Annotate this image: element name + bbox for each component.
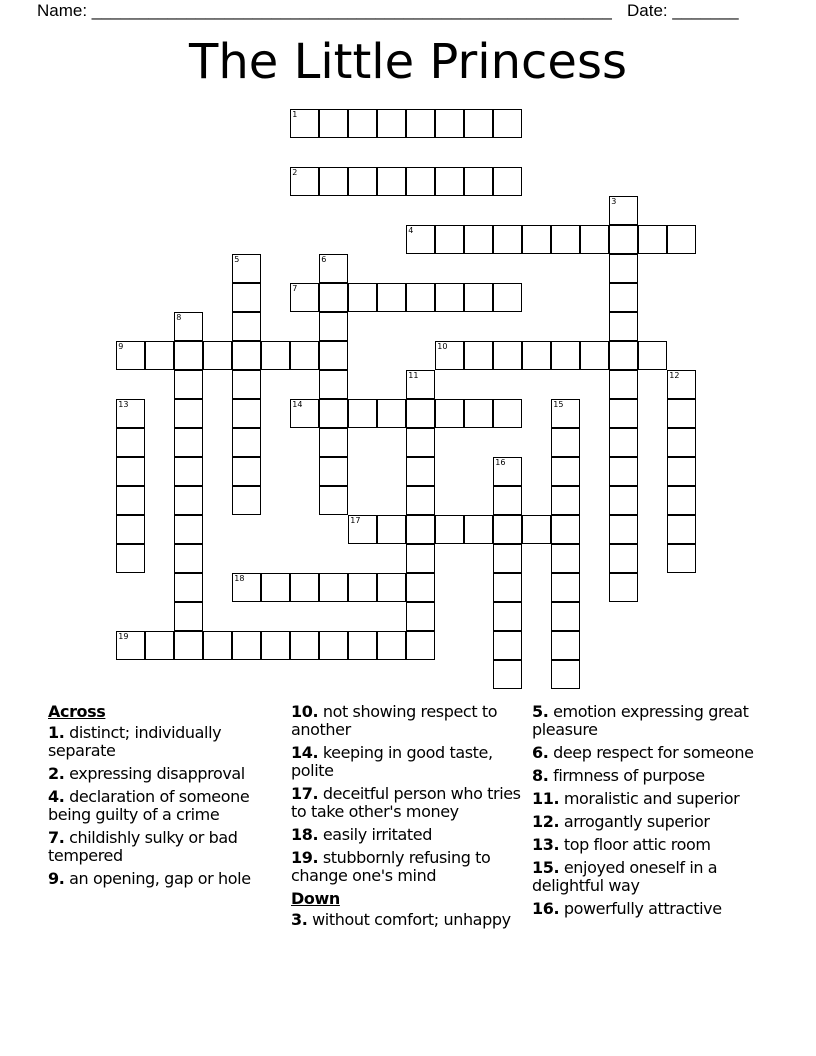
grid-cell[interactable] <box>232 457 261 486</box>
grid-cell[interactable] <box>551 341 580 370</box>
grid-cell[interactable] <box>174 573 203 602</box>
grid-cell[interactable] <box>609 428 638 457</box>
grid-cell[interactable] <box>319 341 348 370</box>
grid-cell[interactable] <box>551 602 580 631</box>
clue-number: 14. <box>291 743 319 762</box>
grid-cell[interactable] <box>116 341 145 370</box>
clue-number: 7. <box>48 828 65 847</box>
grid-cell[interactable] <box>435 515 464 544</box>
grid-cell[interactable] <box>290 167 319 196</box>
grid-cell[interactable] <box>609 283 638 312</box>
grid-cell[interactable] <box>377 631 406 660</box>
clue-number: 3. <box>291 910 308 929</box>
clue-text: distinct; individually separate <box>48 723 222 760</box>
grid-cell[interactable] <box>551 399 580 428</box>
grid-cell[interactable] <box>609 544 638 573</box>
grid-cell[interactable] <box>493 399 522 428</box>
grid-cell[interactable] <box>116 631 145 660</box>
grid-cell[interactable] <box>377 515 406 544</box>
grid-cell[interactable] <box>377 573 406 602</box>
grid-cell[interactable] <box>609 573 638 602</box>
grid-cell[interactable] <box>348 631 377 660</box>
clue-number: 10. <box>291 702 319 721</box>
clue-number: 12. <box>532 812 560 831</box>
clue-number: 11 <box>408 371 419 381</box>
grid-cell[interactable] <box>261 631 290 660</box>
grid-cell[interactable] <box>435 109 464 138</box>
grid-cell[interactable] <box>522 515 551 544</box>
grid-cell[interactable] <box>667 370 696 399</box>
grid-cell[interactable] <box>174 631 203 660</box>
clue-number: 16. <box>532 899 560 918</box>
down-clue <box>532 703 768 739</box>
grid-cell[interactable] <box>348 573 377 602</box>
grid-cell[interactable] <box>348 109 377 138</box>
grid-cell[interactable] <box>319 457 348 486</box>
grid-cell[interactable] <box>290 341 319 370</box>
grid-cell[interactable] <box>174 544 203 573</box>
grid-cell[interactable] <box>116 486 145 515</box>
across-clue <box>291 849 527 885</box>
grid-cell[interactable] <box>174 515 203 544</box>
grid-cell[interactable] <box>348 515 377 544</box>
clue-number: 14 <box>292 400 303 410</box>
grid-cell[interactable] <box>174 428 203 457</box>
grid-cell[interactable] <box>232 283 261 312</box>
clue-number: 2 <box>292 168 298 178</box>
clue-number: 10 <box>437 342 448 352</box>
clues-column-1 <box>48 703 284 893</box>
down-clue <box>532 813 768 831</box>
clue-number: 9. <box>48 869 65 888</box>
clue-number: 6 <box>321 255 327 265</box>
grid-cell[interactable] <box>232 370 261 399</box>
clue-number: 8. <box>532 766 549 785</box>
grid-cell[interactable] <box>493 283 522 312</box>
across-clue <box>48 765 284 783</box>
grid-cell[interactable] <box>493 225 522 254</box>
grid-cell[interactable] <box>145 341 174 370</box>
grid-cell[interactable] <box>290 631 319 660</box>
clue-text: arrogantly superior <box>559 812 710 831</box>
grid-cell[interactable] <box>551 515 580 544</box>
grid-cell[interactable] <box>174 341 203 370</box>
grid-cell[interactable] <box>493 660 522 689</box>
grid-cell[interactable] <box>551 486 580 515</box>
clue-text: without comfort; unhappy <box>307 910 511 929</box>
clue-number: 15. <box>532 858 560 877</box>
grid-cell[interactable] <box>203 631 232 660</box>
grid-cell[interactable] <box>406 457 435 486</box>
grid-cell[interactable] <box>638 225 667 254</box>
grid-cell[interactable] <box>348 283 377 312</box>
grid-cell[interactable] <box>174 457 203 486</box>
clues-column-3 <box>532 703 768 923</box>
grid-cell[interactable] <box>609 254 638 283</box>
date-field-label: Date: _______ <box>627 1 739 20</box>
grid-cell[interactable] <box>406 631 435 660</box>
grid-cell[interactable] <box>116 399 145 428</box>
grid-cell[interactable] <box>290 399 319 428</box>
grid-cell[interactable] <box>319 283 348 312</box>
grid-cell[interactable] <box>406 486 435 515</box>
grid-cell[interactable] <box>435 341 464 370</box>
clue-number: 1. <box>48 723 65 742</box>
grid-cell[interactable] <box>406 399 435 428</box>
grid-cell[interactable] <box>406 283 435 312</box>
grid-cell[interactable] <box>464 167 493 196</box>
grid-cell[interactable] <box>609 399 638 428</box>
grid-cell[interactable] <box>319 631 348 660</box>
clue-number: 18. <box>291 825 319 844</box>
grid-cell[interactable] <box>348 167 377 196</box>
clue-number: 19. <box>291 848 319 867</box>
grid-cell[interactable] <box>551 544 580 573</box>
name-field-label: Name: _______________________________________________________ <box>37 1 612 20</box>
grid-cell[interactable] <box>319 573 348 602</box>
grid-cell[interactable] <box>406 515 435 544</box>
grid-cell[interactable] <box>406 167 435 196</box>
clue-text: expressing disapproval <box>64 764 245 783</box>
clue-number: 15 <box>553 400 564 410</box>
grid-cell[interactable] <box>406 428 435 457</box>
grid-cell[interactable] <box>522 341 551 370</box>
grid-cell[interactable] <box>319 486 348 515</box>
page-title: The Little Princess <box>189 34 627 90</box>
grid-cell[interactable] <box>406 602 435 631</box>
clue-text: keeping in good taste, polite <box>291 743 493 780</box>
grid-cell[interactable] <box>232 341 261 370</box>
clue-text: declaration of someone being guilty of a crime <box>48 787 250 824</box>
grid-cell[interactable] <box>464 283 493 312</box>
clue-text: enjoyed oneself in a delightful way <box>532 858 718 895</box>
clue-text: not showing respect to another <box>291 702 498 739</box>
grid-cell[interactable] <box>261 573 290 602</box>
clue-text: childishly sulky or bad tempered <box>48 828 238 865</box>
grid-cell[interactable] <box>232 486 261 515</box>
grid-cell[interactable] <box>609 457 638 486</box>
clue-number: 1 <box>292 110 298 120</box>
clue-number: 11. <box>532 789 560 808</box>
clue-number: 4. <box>48 787 65 806</box>
across-clue <box>48 788 284 824</box>
grid-cell[interactable] <box>551 660 580 689</box>
clue-number: 17 <box>350 516 361 526</box>
clue-number: 7 <box>292 284 298 294</box>
grid-cell[interactable] <box>667 399 696 428</box>
across-clue <box>48 724 284 760</box>
grid-cell[interactable] <box>116 428 145 457</box>
grid-cell[interactable] <box>406 225 435 254</box>
grid-cell[interactable] <box>609 312 638 341</box>
grid-cell[interactable] <box>493 457 522 486</box>
grid-cell[interactable] <box>319 312 348 341</box>
grid-cell[interactable] <box>667 486 696 515</box>
grid-cell[interactable] <box>464 341 493 370</box>
grid-cell[interactable] <box>116 457 145 486</box>
across-clue <box>48 829 284 865</box>
clue-text: stubbornly refusing to change one's mind <box>291 848 491 885</box>
grid-cell[interactable] <box>667 544 696 573</box>
across-clue <box>291 826 527 844</box>
grid-cell[interactable] <box>377 167 406 196</box>
grid-cell[interactable] <box>580 341 609 370</box>
clue-number: 9 <box>118 342 124 352</box>
grid-cell[interactable] <box>174 486 203 515</box>
grid-cell[interactable] <box>493 486 522 515</box>
grid-cell[interactable] <box>232 631 261 660</box>
clue-number: 4 <box>408 226 414 236</box>
grid-cell[interactable] <box>667 457 696 486</box>
grid-cell[interactable] <box>290 573 319 602</box>
across-clue <box>291 785 527 821</box>
clue-number: 13 <box>118 400 129 410</box>
grid-cell[interactable] <box>232 312 261 341</box>
grid-cell[interactable] <box>290 283 319 312</box>
grid-cell[interactable] <box>319 370 348 399</box>
clue-number: 17. <box>291 784 319 803</box>
grid-cell[interactable] <box>464 225 493 254</box>
grid-cell[interactable] <box>464 399 493 428</box>
grid-cell[interactable] <box>203 341 232 370</box>
grid-cell[interactable] <box>493 109 522 138</box>
clue-number: 5 <box>234 255 240 265</box>
grid-cell[interactable] <box>493 602 522 631</box>
grid-cell[interactable] <box>435 167 464 196</box>
down-clue <box>532 744 768 762</box>
grid-cell[interactable] <box>493 515 522 544</box>
grid-cell[interactable] <box>232 573 261 602</box>
clue-number: 8 <box>176 313 182 323</box>
grid-cell[interactable] <box>377 399 406 428</box>
clue-text: deep respect for someone <box>548 743 754 762</box>
grid-cell[interactable] <box>145 631 174 660</box>
grid-cell[interactable] <box>464 109 493 138</box>
down-clue <box>532 790 768 808</box>
across-heading: Across <box>48 702 106 721</box>
grid-cell[interactable] <box>609 341 638 370</box>
clue-text: deceitful person who tries to take other's money <box>291 784 521 821</box>
grid-cell[interactable] <box>493 167 522 196</box>
grid-cell[interactable] <box>377 283 406 312</box>
grid-cell[interactable] <box>261 341 290 370</box>
grid-cell[interactable] <box>174 370 203 399</box>
clue-text: powerfully attractive <box>559 899 722 918</box>
down-heading: Down <box>291 889 340 908</box>
grid-cell[interactable] <box>551 428 580 457</box>
grid-cell[interactable] <box>493 544 522 573</box>
grid-cell[interactable] <box>493 341 522 370</box>
grid-cell[interactable] <box>174 602 203 631</box>
grid-cell[interactable] <box>493 631 522 660</box>
clues-column-2 <box>291 703 527 934</box>
grid-cell[interactable] <box>667 225 696 254</box>
grid-cell[interactable] <box>667 428 696 457</box>
across-clue <box>48 870 284 888</box>
grid-cell[interactable] <box>348 399 377 428</box>
grid-cell[interactable] <box>638 341 667 370</box>
clue-text: easily irritated <box>318 825 432 844</box>
grid-cell[interactable] <box>377 109 406 138</box>
grid-cell[interactable] <box>319 428 348 457</box>
grid-cell[interactable] <box>609 370 638 399</box>
clue-number: 2. <box>48 764 65 783</box>
grid-cell[interactable] <box>232 428 261 457</box>
clue-text: emotion expressing great pleasure <box>532 702 749 739</box>
grid-cell[interactable] <box>551 225 580 254</box>
grid-cell[interactable] <box>493 573 522 602</box>
grid-cell[interactable] <box>609 515 638 544</box>
grid-cell[interactable] <box>232 399 261 428</box>
clue-number: 19 <box>118 632 129 642</box>
across-clue <box>291 744 527 780</box>
grid-cell[interactable] <box>116 544 145 573</box>
grid-cell[interactable] <box>174 399 203 428</box>
grid-cell[interactable] <box>580 225 609 254</box>
clue-number: 12 <box>669 371 680 381</box>
down-clue <box>532 900 768 918</box>
grid-cell[interactable] <box>435 399 464 428</box>
grid-cell[interactable] <box>464 515 493 544</box>
grid-cell[interactable] <box>609 196 638 225</box>
clue-text: firmness of purpose <box>548 766 705 785</box>
grid-cell[interactable] <box>522 225 551 254</box>
grid-cell[interactable] <box>116 515 145 544</box>
grid-cell[interactable] <box>290 109 319 138</box>
grid-cell[interactable] <box>319 399 348 428</box>
clue-number: 16 <box>495 458 506 468</box>
clue-number: 13. <box>532 835 560 854</box>
clue-number: 18 <box>234 574 245 584</box>
grid-cell[interactable] <box>232 254 261 283</box>
grid-cell[interactable] <box>551 457 580 486</box>
clue-text: an opening, gap or hole <box>64 869 251 888</box>
grid-cell[interactable] <box>406 109 435 138</box>
grid-cell[interactable] <box>551 631 580 660</box>
grid-cell[interactable] <box>609 225 638 254</box>
grid-cell[interactable] <box>609 486 638 515</box>
across-clue <box>291 703 527 739</box>
grid-cell[interactable] <box>406 544 435 573</box>
grid-cell[interactable] <box>435 225 464 254</box>
clue-text: top floor attic room <box>559 835 711 854</box>
grid-cell[interactable] <box>551 573 580 602</box>
clue-text: moralistic and superior <box>559 789 740 808</box>
down-clue <box>532 767 768 785</box>
grid-cell[interactable] <box>319 254 348 283</box>
grid-cell[interactable] <box>667 515 696 544</box>
grid-cell[interactable] <box>435 283 464 312</box>
down-clue <box>291 911 527 929</box>
grid-cell[interactable] <box>406 370 435 399</box>
clue-number: 3 <box>611 197 617 207</box>
clue-number: 6. <box>532 743 549 762</box>
down-clue <box>532 859 768 895</box>
grid-cell[interactable] <box>319 109 348 138</box>
down-clue <box>532 836 768 854</box>
clue-number: 5. <box>532 702 549 721</box>
grid-cell[interactable] <box>174 312 203 341</box>
grid-cell[interactable] <box>406 573 435 602</box>
grid-cell[interactable] <box>319 167 348 196</box>
